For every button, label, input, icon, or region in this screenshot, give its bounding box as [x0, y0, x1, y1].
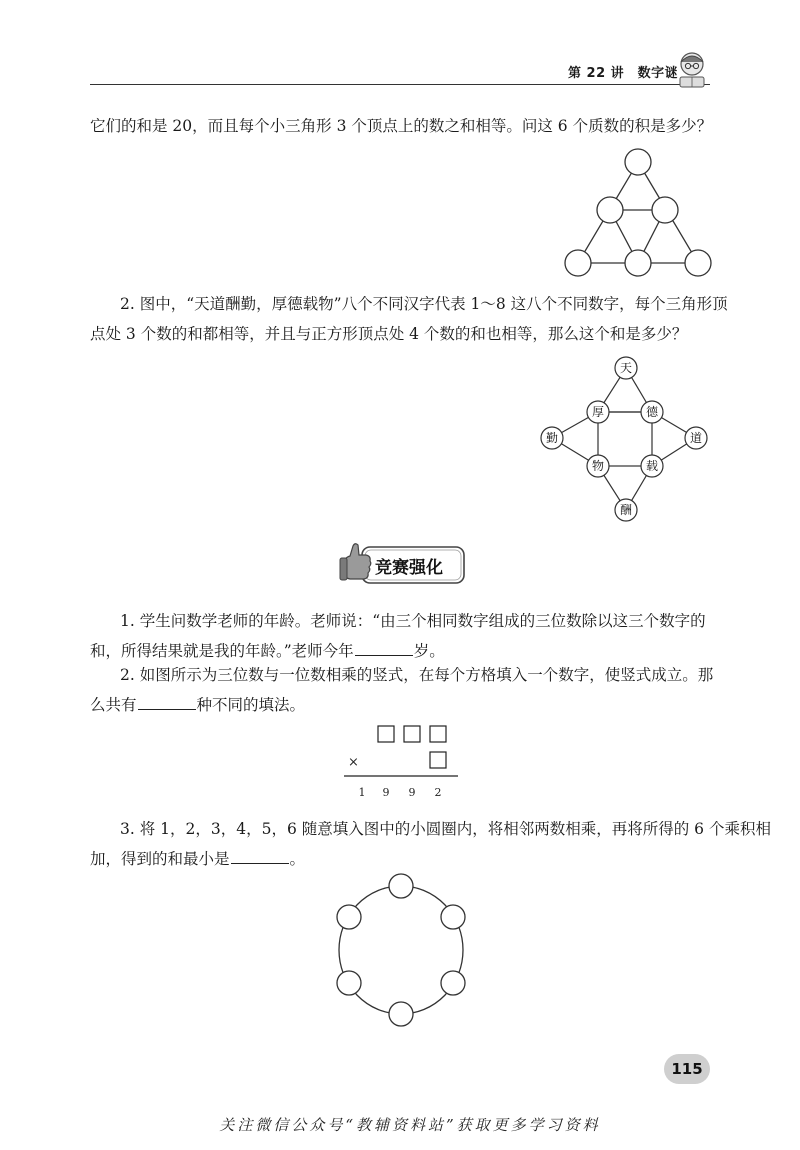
multiply-sign: ×	[348, 755, 359, 770]
mascot-icon	[674, 50, 710, 90]
result-digit: 2	[434, 786, 442, 799]
circle-node	[441, 905, 465, 929]
digit-box	[378, 726, 394, 742]
answer-blank[interactable]	[138, 691, 196, 710]
triangle-circle-diagram	[560, 140, 720, 280]
node-hou: 厚	[591, 405, 605, 419]
multiplication-diagram	[340, 722, 464, 802]
digit-box	[430, 726, 446, 742]
section-title: 竞赛强化	[375, 558, 443, 578]
chapter-title: 第 22 讲 数字谜	[568, 66, 679, 81]
circle-node	[625, 149, 651, 175]
circle-node	[565, 250, 591, 276]
circle-node	[337, 971, 361, 995]
node-de: 德	[645, 405, 659, 419]
node-wu: 物	[591, 459, 605, 473]
ring-circle-diagram	[326, 868, 476, 1033]
digit-box	[404, 726, 420, 742]
circle-node	[441, 971, 465, 995]
contest-q1-line2: 和，所得结果就是我的年龄。”老师今年 岁。	[90, 636, 712, 666]
header-rule	[90, 84, 710, 85]
result-digit: 1	[358, 786, 366, 799]
contest-q3-line1: 3. 将 1，2，3，4，5，6 随意填入图中的小圆圈内，将相邻两数相乘，再将所得的 6 个乘积相	[120, 820, 771, 838]
circle-node	[685, 250, 711, 276]
contest-q2-line2: 么共有 种不同的填法。	[90, 690, 712, 720]
contest-q3-line2: 加，得到的和最小是 。	[90, 844, 712, 874]
node-dao: 道	[689, 431, 703, 445]
footer-note: 关注微信公众号“教辅资料站”获取更多学习资料	[219, 1116, 601, 1134]
circle-node	[389, 1002, 413, 1026]
circle-node	[337, 905, 361, 929]
contest-q1-line1: 1. 学生问数学老师的年龄。老师说：“由三个相同数字组成的三位数除以这三个数字的	[120, 612, 706, 630]
node-qin: 勤	[545, 431, 559, 445]
node-chou: 酬	[619, 503, 633, 517]
circle-node	[597, 197, 623, 223]
answer-blank[interactable]	[355, 637, 413, 656]
square-triangle-diagram	[538, 352, 718, 524]
digit-box	[430, 752, 446, 768]
node-tian: 天	[619, 361, 633, 375]
node-zai: 载	[645, 459, 659, 473]
contest-q2-line1: 2. 如图所示为三位数与一位数相乘的竖式，在每个方格填入一个数字，使竖式成立。那	[120, 666, 714, 684]
result-digit: 9	[382, 786, 390, 799]
problem1-text: 它们的和是 20，而且每个小三角形 3 个顶点上的数之和相等。问这 6 个质数的积是多少？	[90, 117, 713, 135]
problem2-line2: 点处 3 个数的和都相等，并且与正方形顶点处 4 个数的和也相等，那么这个和是多少？	[90, 325, 688, 343]
problem2-line1: 2. 图中，“天道酬勤，厚德载物”八个不同汉字代表 1～8 这八个不同数字，每个三角形顶	[120, 295, 728, 313]
circle-node	[389, 874, 413, 898]
result-digit: 9	[408, 786, 416, 799]
page-number: 115	[664, 1054, 710, 1084]
circle-node	[652, 197, 678, 223]
answer-blank[interactable]	[231, 845, 289, 864]
circle-node	[625, 250, 651, 276]
